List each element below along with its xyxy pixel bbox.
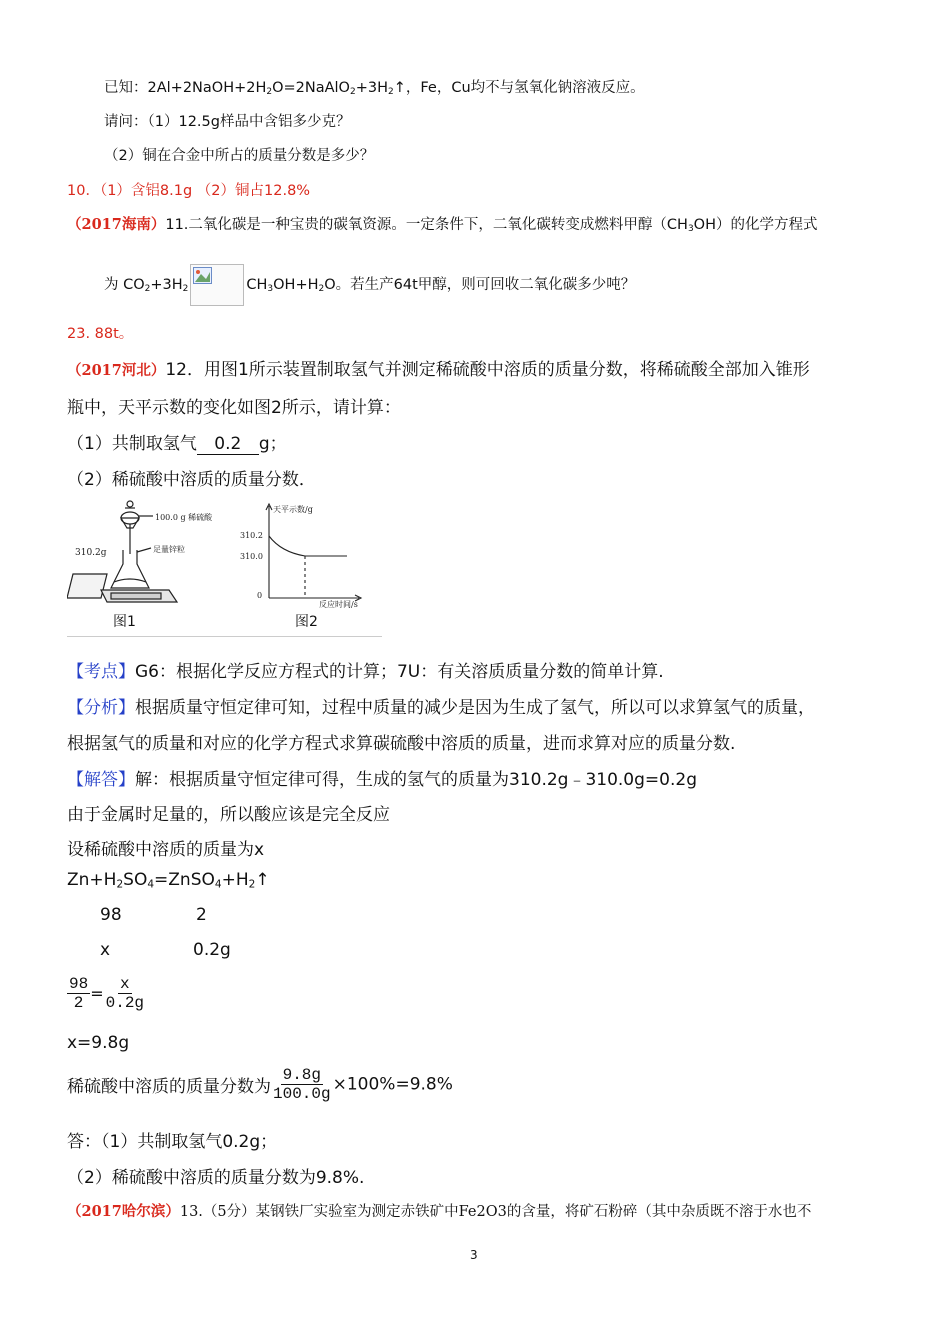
question-12-part1: （1）共制取氢气 0.2 g； [67,434,287,454]
fig1-label: 图1 [113,614,136,630]
fraction-left: $\frac{98}{2}$ [69,975,89,1012]
question-11-equation: 为 $CO_2+3H_2$ $CH_3OH+H_2O$。若生产64t甲醇，则可回收二氧化碳多少吨？ [104,264,635,306]
question-12: （2017河北）12．用图1所示装置制取氢气并测定稀硫酸中溶质的质量分数，将稀硫酸全部加入锥形 [67,360,810,380]
balance-reading: 310.2g [75,548,107,558]
percent-line: 稀硫酸中溶质的质量分数为 $\frac{9.8g}{100.0g}$ ×100%=9.8% [67,1066,453,1103]
fenxi-line: 【分析】根据质量守恒定律可知，过程中质量的减少是因为生成了氢气，所以可以求算氢气的质量， [67,698,815,718]
question-part2: （2）铜在合金中所占的质量分数是多少？ [104,148,375,164]
fig2-label: 图2 [295,614,318,630]
question-part1: 请问：（1）12.5g样品中含铝多少克？ [104,114,351,130]
figure-area [67,494,382,637]
reaction-equation: $Zn+H_2SO_4=ZnSO_4+H_2↑$ [67,870,270,891]
jieda-line: 【解答】解：根据质量守恒定律可得，生成的氢气的质量为310.2g﹣310.0g=0.2g [67,770,697,790]
solution-line-2: 设稀硫酸中溶质的质量为x [67,840,265,860]
broken-image-icon [190,264,244,306]
proportion-fraction: $\frac{98}{2}$ = $\frac{x}{0.2g}$ [69,975,145,1012]
kaodian-tag: 【考点】 [67,662,135,682]
answer-10: 10．（1）含铝8.1g （2）铜占12.8% [67,183,311,199]
ratio-row-1b: 2 [196,905,207,925]
final-answer-2: （2）稀硫酸中溶质的质量分数为9.8%. [67,1168,365,1188]
solution-line-1: 由于金属时足量的，所以酸应该是完全反应 [67,805,390,825]
kaodian-line: 【考点】G6：根据化学反应方程式的计算；7U：有关溶质质量分数的简单计算. [67,662,664,682]
y-tick-2: 310.0 [240,552,263,561]
origin-label: 0 [257,591,263,600]
question-12-cont: 瓶中，天平示数的变化如图2所示，请计算： [67,398,401,418]
ratio-row-2b: 0.2g [193,940,231,960]
jieda-tag: 【解答】 [67,770,135,790]
apparatus-and-graph [67,494,382,636]
ratio-row-2a: x [100,940,111,960]
source-tag: （2017海南） [67,216,166,233]
source-tag: （2017河北） [67,362,166,379]
question-11: （2017海南）11.二氧化碳是一种宝贵的碳氧资源。一定条件下，二氧化碳转变成燃料甲醇$(CH_3OH)$的化学方程式 [67,216,818,235]
page-number: 3 [470,1248,478,1262]
percent-fraction: $\frac{9.8g}{100.0g}$ [273,1066,331,1103]
zinc-label: 足量锌粒 [153,545,185,554]
question-12-part2: （2）稀硫酸中溶质的质量分数． [67,470,316,490]
fenxi-tag: 【分析】 [67,698,135,718]
answer-11: 23. 88t。 [67,326,134,342]
ratio-row-1a: 98 [100,905,122,925]
question-13: （2017哈尔滨）13.（5分）某钢铁厂实验室为测定赤铁矿中Fe2O3的含量，将矿石粉碎（其中杂质既不溶于水也不 [67,1203,812,1220]
source-tag: （2017哈尔滨） [67,1203,180,1220]
fraction-right: $\frac{x}{0.2g}$ [105,975,145,1012]
y-axis-label: 天平示数/g [273,505,313,514]
acid-label: 100.0 g 稀硫酸 [155,513,213,522]
x-axis-label: 反应时间/s [319,600,358,609]
final-answer-1: 答：（1）共制取氢气0.2g； [67,1132,278,1152]
given-equation-line: 已知：$2Al+2NaOH+2H_2O=2NaAlO_2+3H_2↑$，Fe，Cu均不与氢氧化钠溶液反应。 [104,80,645,98]
fenxi-line-2: 根据氢气的质量和对应的化学方程式求算碳硫酸中溶质的质量，进而求算对应的质量分数. [67,734,736,754]
y-tick-1: 310.2 [240,531,263,540]
x-result: x=9.8g [67,1033,130,1053]
answer-blank: 0.2 [197,434,259,455]
